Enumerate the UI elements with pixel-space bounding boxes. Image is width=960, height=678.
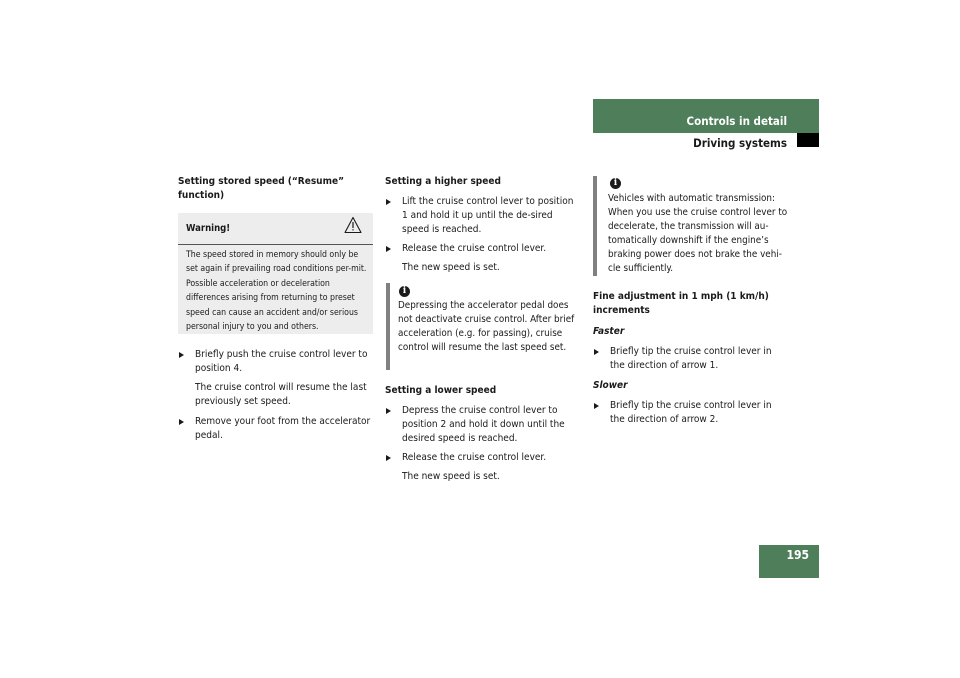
bullet-arrow-icon [386,408,391,414]
step-text: Briefly tip the cruise control lever in the direction of arrow 2. [610,400,772,425]
warning-title: Warning! [186,223,231,234]
header-rule [593,132,819,133]
list-item [178,415,374,443]
info-text: Depressing the accelerator pedal does not deactivate cruise control. After brief acceleration (e.g. for passing), cruise control will resume the last speed set. [398,300,575,353]
subheading-slower: Slower [593,380,628,391]
warning-triangle-icon [344,216,362,234]
section-title: Controls in detail [686,114,787,128]
page-number: 195 [786,548,809,562]
subheading-faster: Faster [593,326,625,337]
warning-text: The speed stored in memory should only be set again if prevailing road conditions per-mit. Possible acceleration or deceleration differences arising from returning to preset speed can cause an accident and/or serious personal injury to you and others. [186,250,367,333]
step-result: The cruise control will resume the last previously set speed. [195,382,367,407]
list-item [385,451,581,465]
heading-fine-adjustment: Fine adjustment in 1 mph (1 km/h) increments [593,291,769,316]
bullet-arrow-icon [386,246,391,252]
list-item [178,348,374,376]
step-text: Depress the cruise control lever to position 2 and hold it down until the desired speed is reached. [402,405,565,444]
step-text: Remove your foot from the accelerator pedal. [195,416,371,441]
bullet-arrow-icon [594,349,599,355]
step-result: The new speed is set. [402,471,500,482]
info-icon: i [610,178,621,189]
info-text: Vehicles with automatic transmission: When you use the cruise control lever to decelerate, the transmission will au-tomatically downshift if the engine’s braking power does not brake the vehi-cle sufficiently. [608,193,788,274]
bullet-arrow-icon [179,419,184,425]
resume-steps [178,348,374,443]
step-text: Briefly tip the cruise control lever in the direction of arrow 1. [610,346,772,371]
header-tab-marker [797,133,819,147]
heading-resume: Setting stored speed (“Resume” function) [178,176,344,201]
bullet-arrow-icon [179,352,184,358]
list-item [593,345,789,373]
heading-higher-speed: Setting a higher speed [385,176,501,187]
lower-speed-section [385,384,581,484]
heading-lower-speed: Setting a lower speed [385,385,497,396]
list-item [593,399,789,427]
list-item [385,242,581,256]
subsection-title: Driving systems [693,136,787,150]
bullet-arrow-icon [386,455,391,461]
info-icon: i [399,286,410,297]
warning-divider [178,244,373,245]
fine-adjustment-section [593,290,789,427]
info-bar [386,283,390,370]
step-text: Briefly push the cruise control lever to position 4. [195,349,368,374]
bullet-arrow-icon [594,403,599,409]
step-text: Lift the cruise control lever to position 1 and hold it up until the de-sired speed is reached. [402,196,574,235]
list-item [385,195,581,237]
list-item [385,404,581,446]
step-result: The new speed is set. [402,262,500,273]
step-text: Release the cruise control lever. [402,243,547,254]
info-bar [593,176,597,276]
step-text: Release the cruise control lever. [402,452,547,463]
higher-speed-section [385,175,581,275]
bullet-arrow-icon [386,199,391,205]
